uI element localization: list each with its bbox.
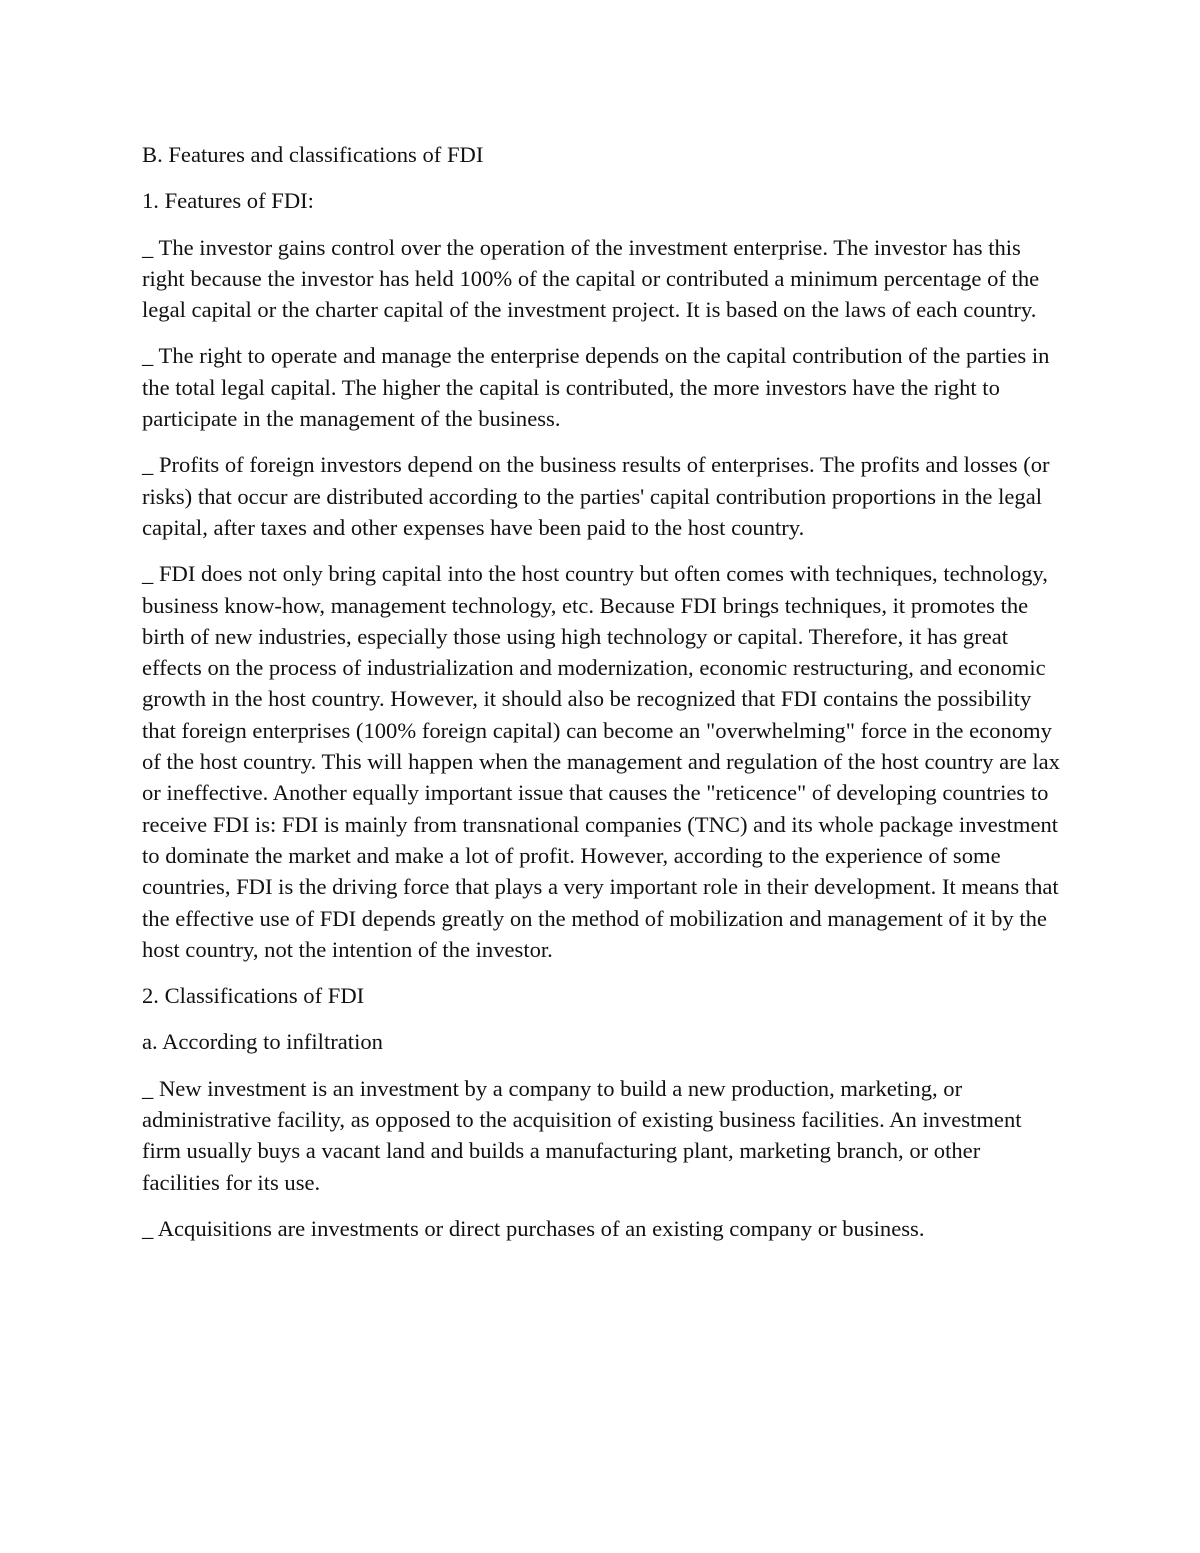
document-body (142, 139, 1060, 1259)
paragraph-fdi-effects: _ FDI does not only bring capital into the host country but often comes with techniques, technology, business know-how, management technology, etc. Because FDI brings techniques, it promotes the birth of new industries, especially those using high technology or capital. Therefore, it has great effects on the process of industrialization and modernization, economic restructuring, and economic growth in the host country. However, it should also be recognized that FDI contains the possibility that foreign enterprises (100% foreign capital) can become an "overwhelming" force in the economy of the host country. This will happen when the management and regulation of the host country are lax or ineffective. Another equally important issue that causes the "reticence" of developing countries to receive FDI is: FDI is mainly from transnational companies (TNC) and its whole package investment to dominate the market and make a lot of profit. However, according to the experience of some countries, FDI is the driving force that plays a very important role in their development. It means that the effective use of FDI depends greatly on the method of mobilization and management of it by the host country, not the intention of the investor. (142, 561, 1060, 962)
paragraph-new-investment: _ New investment is an investment by a company to build a new production, marketing, or administrative facility, as opposed to the acquisition of existing business facilities. An investment firm usually buys a vacant land and builds a manufacturing plant, marketing branch, or other facilities for its use. (142, 1075, 1022, 1195)
paragraph-acquisitions: _ Acquisitions are investments or direct purchases of an existing company or business. (142, 1215, 925, 1241)
infiltration-heading: a. According to infiltration (142, 1029, 383, 1055)
paragraph-profits: _ Profits of foreign investors depend on the business results of enterprises. The profits and losses (or risks) that occur are distributed according to the parties' capital contribution proportions in the legal capital, after taxes and other expenses have been paid to the host country. (142, 452, 1050, 540)
paragraph-investor-control: _ The investor gains control over the operation of the investment enterprise. The investor has this right because the investor has held 100% of the capital or contributed a minimum percentage of the legal capital or the charter capital of the investment project. It is based on the laws of each country. (142, 234, 1040, 323)
paragraph-right-to-operate: _ The right to operate and manage the enterprise depends on the capital contribution of the parties in the total legal capital. The higher the capital is contributed, the more investors have the right to participate in the management of the business. (142, 343, 1050, 432)
section-title: B. Features and classifications of FDI (142, 142, 484, 167)
features-heading: 1. Features of FDI: (142, 188, 314, 214)
classifications-heading: 2. Classifications of FDI (142, 983, 365, 1009)
